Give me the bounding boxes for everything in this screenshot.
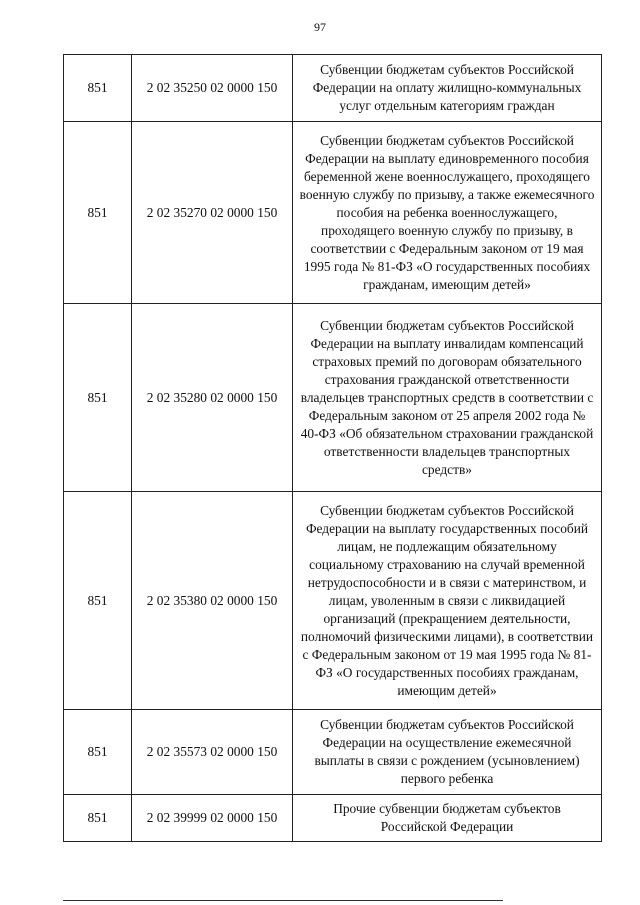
description-cell: Субвенции бюджетам субъектов Российской Федерации на оплату жилищно-коммунальных услуг отдельным категориям граждан bbox=[293, 55, 602, 122]
budget-code-cell: 2 02 35573 02 0000 150 bbox=[132, 710, 293, 795]
footer-divider bbox=[63, 900, 503, 901]
description-cell: Прочие субвенции бюджетам субъектов Российской Федерации bbox=[293, 795, 602, 842]
admin-code-cell: 851 bbox=[64, 710, 132, 795]
admin-code-cell: 851 bbox=[64, 304, 132, 492]
table-row bbox=[64, 795, 602, 842]
budget-code-cell: 2 02 35270 02 0000 150 bbox=[132, 122, 293, 304]
table-row bbox=[64, 492, 602, 710]
table-row bbox=[64, 122, 602, 304]
admin-code-cell: 851 bbox=[64, 55, 132, 122]
description-cell: Субвенции бюджетам субъектов Российской Федерации на осуществление ежемесячной выплаты в связи с рождением (усыновлением) первого ребенка bbox=[293, 710, 602, 795]
page-number: 97 bbox=[314, 20, 326, 34]
budget-code-cell: 2 02 39999 02 0000 150 bbox=[132, 795, 293, 842]
table-row bbox=[64, 304, 602, 492]
budget-code-cell: 2 02 35280 02 0000 150 bbox=[132, 304, 293, 492]
description-cell: Субвенции бюджетам субъектов Российской Федерации на выплату инвалидам компенсаций страховых премий по договорам обязательного страхования гражданской ответственности владельцев транспортных средств в соответствии с Федеральным законом от 25 апреля 2002 года № 40-ФЗ «Об обязательном страховании гражданской ответственности владельцев транспортных средств» bbox=[293, 304, 602, 492]
admin-code-cell: 851 bbox=[64, 795, 132, 842]
budget-code-cell: 2 02 35250 02 0000 150 bbox=[132, 55, 293, 122]
description-cell: Субвенции бюджетам субъектов Российской Федерации на выплату государственных пособий лицам, не подлежащим обязательному социальному страхованию на случай временной нетрудоспособности и в связи с материнством, и лицам, уволенным в связи с ликвидацией организаций (прекращением деятельности, полномочий физическими лицами), в соответствии с Федеральным законом от 19 мая 1995 года № 81-ФЗ «О государственных пособиях гражданам, имеющим детей» bbox=[293, 492, 602, 710]
budget-code-cell: 2 02 35380 02 0000 150 bbox=[132, 492, 293, 710]
admin-code-cell: 851 bbox=[64, 492, 132, 710]
table-row bbox=[64, 55, 602, 122]
table-row bbox=[64, 710, 602, 795]
description-cell: Субвенции бюджетам субъектов Российской Федерации на выплату единовременного пособия беременной жене военнослужащего, проходящего военную службу по призыву, а также ежемесячного пособия на ребенка военнослужащего, проходящего военную службу по призыву, в соответствии с Федеральным законом от 19 мая 1995 года № 81-ФЗ «О государственных пособиях гражданам, имеющим детей» bbox=[293, 122, 602, 304]
admin-code-cell: 851 bbox=[64, 122, 132, 304]
budget-classification-table bbox=[63, 54, 602, 842]
